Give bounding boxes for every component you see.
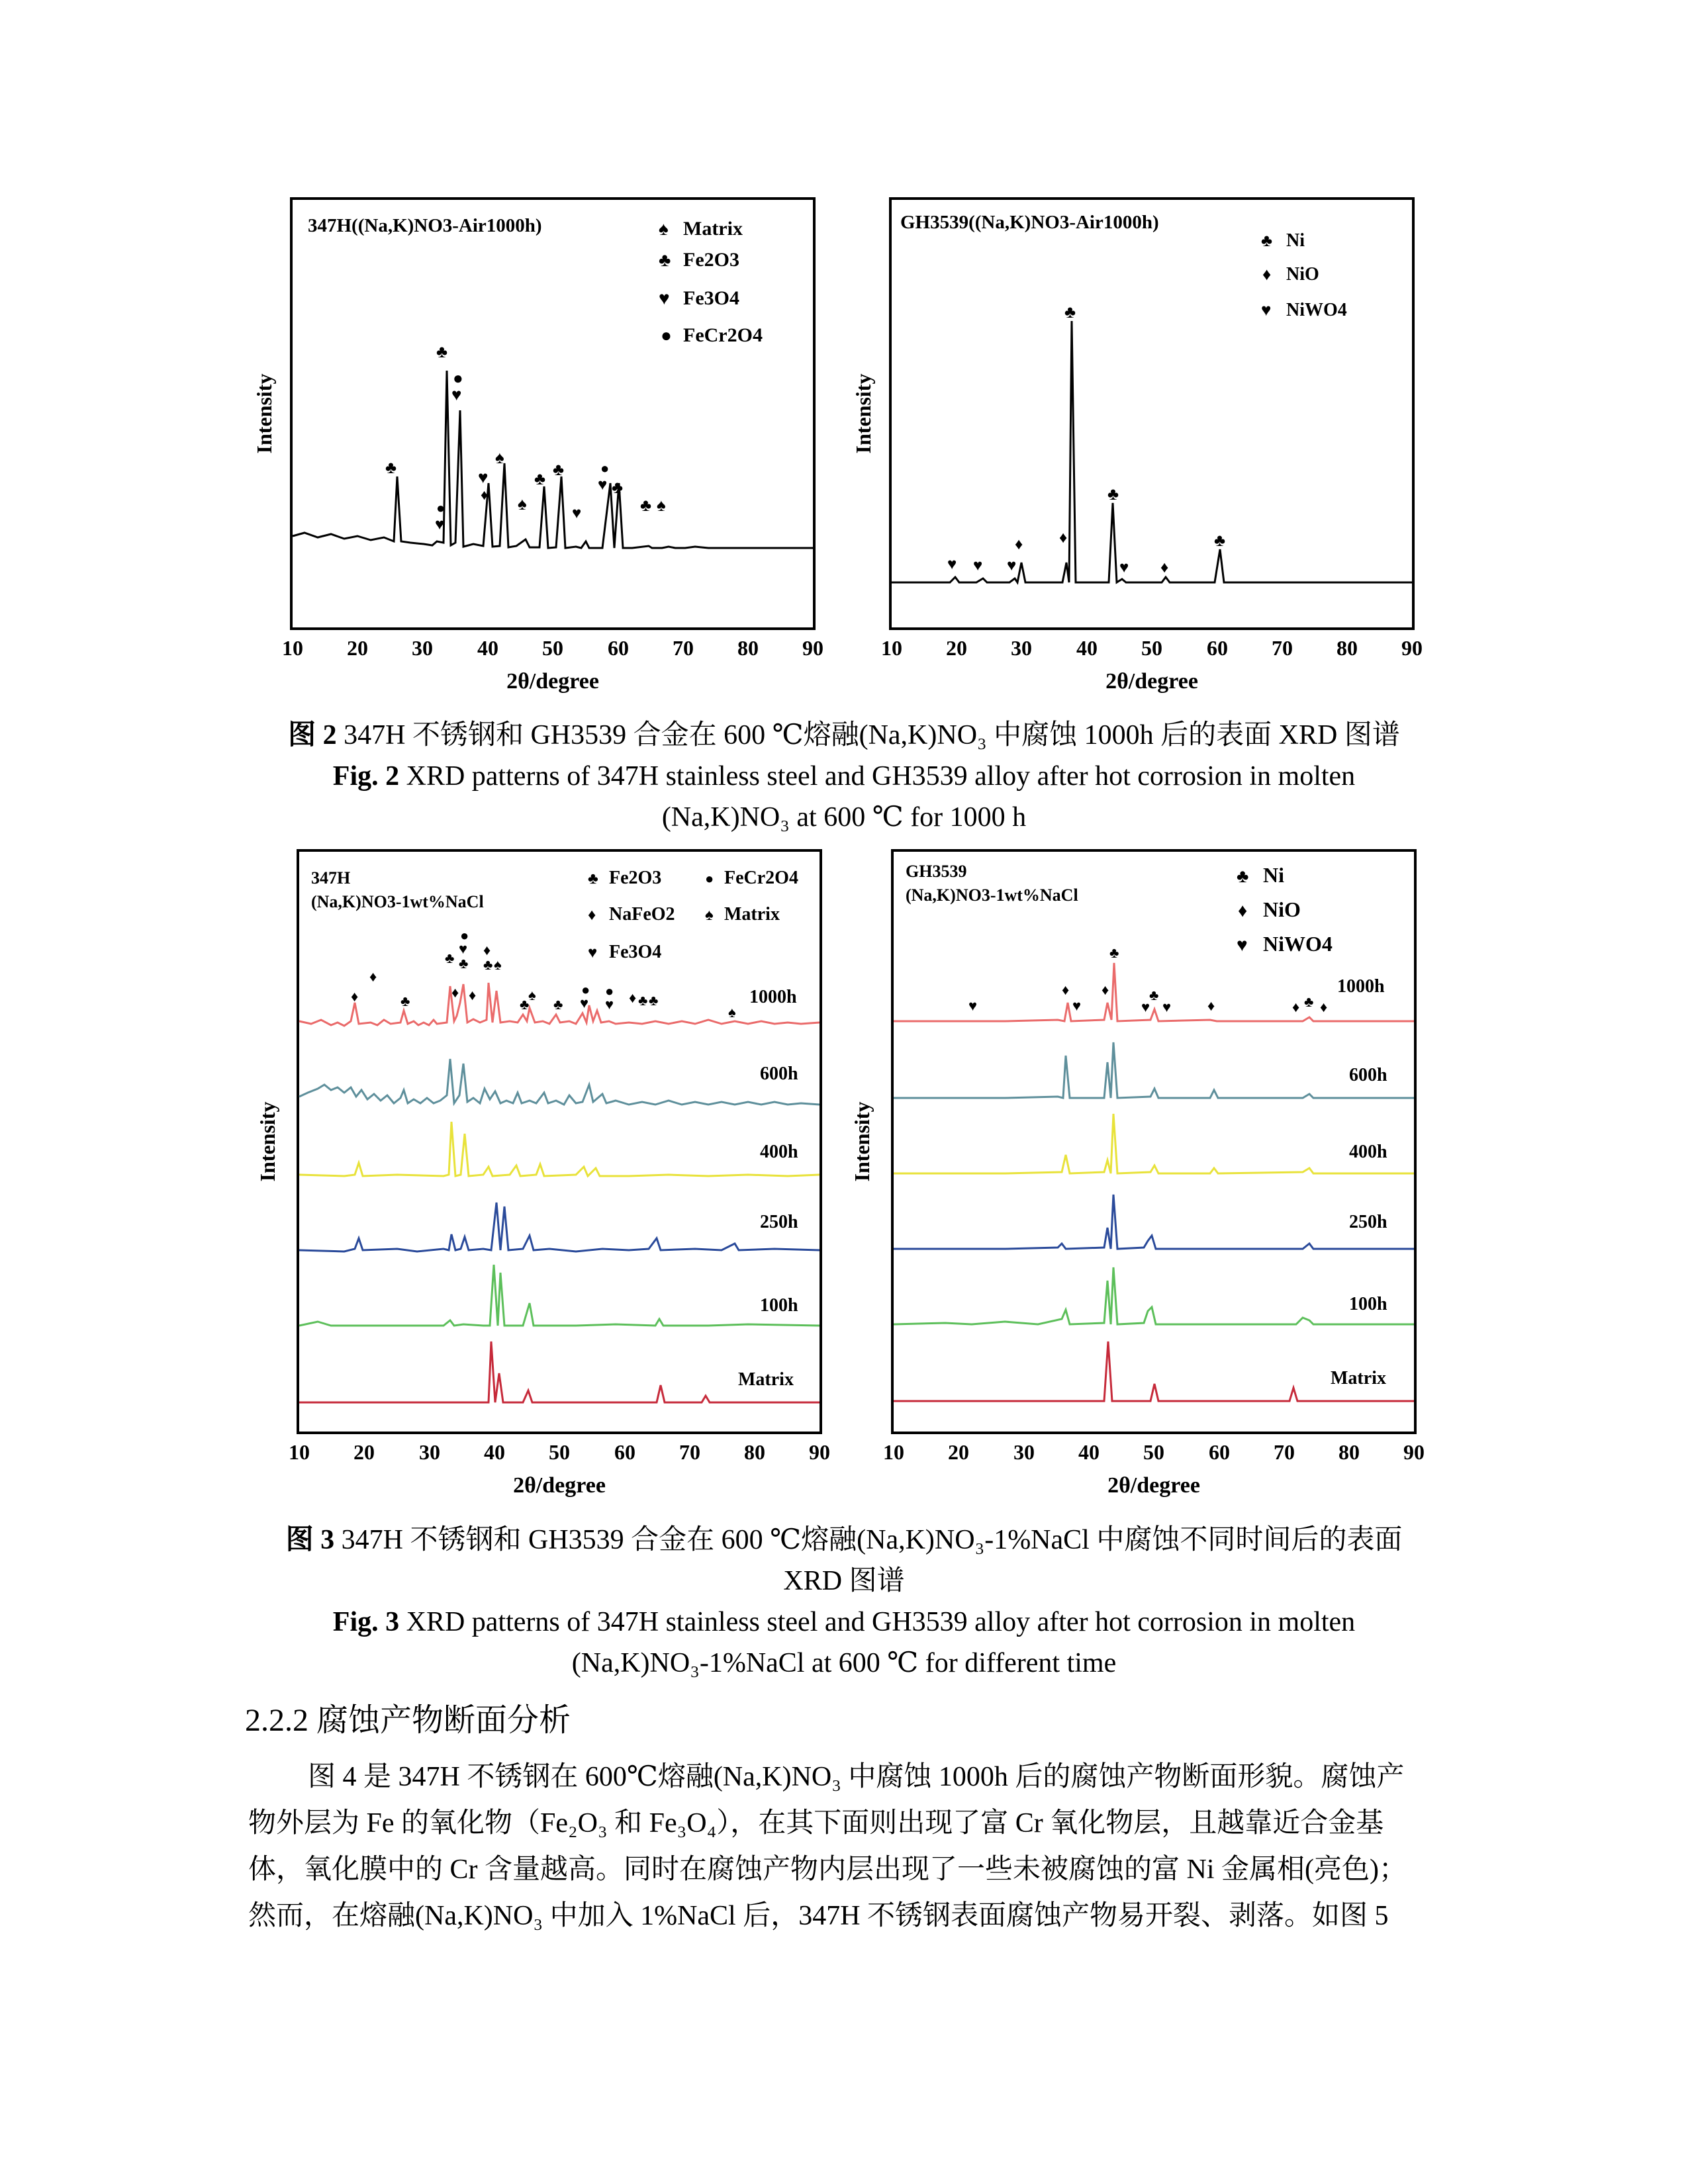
fig2-right-svg xyxy=(844,192,1440,708)
peak-marker-nio: ♦ xyxy=(1062,981,1070,998)
x-tick: 60 xyxy=(1209,1440,1230,1464)
peak-marker-nio: ♦ xyxy=(481,486,489,503)
fe2o3-icon: ♣ xyxy=(659,250,671,271)
fe2o3-icon: ♣ xyxy=(588,870,598,887)
x-axis-ticks xyxy=(282,636,823,660)
x-tick: 90 xyxy=(1401,636,1423,660)
peak-marker-ni: ♣ xyxy=(1304,993,1314,1010)
peak-marker-matrix: ♠ xyxy=(494,956,502,973)
fig3-right-svg xyxy=(839,844,1442,1512)
fecr2o4-icon: ● xyxy=(661,326,672,346)
xrd-trace xyxy=(892,321,1412,582)
peak-marker-fecr2o4: ● xyxy=(460,927,469,944)
legend-fecr2o4: FeCr2O4 xyxy=(724,868,798,888)
peak-marker-matrix: ♠ xyxy=(728,1004,736,1021)
peak-marker-niwo4: ♥ xyxy=(1007,557,1017,574)
fecr2o4-icon: ● xyxy=(705,870,714,887)
peak-marker-fe3o4: ♥ xyxy=(451,385,462,404)
x-tick: 90 xyxy=(809,1440,830,1464)
chart-title: 347H((Na,K)NO3-Air1000h) xyxy=(308,215,542,236)
x-tick: 10 xyxy=(289,1440,310,1464)
peak-marker-fecr2o4: ● xyxy=(581,981,590,998)
plot-frame xyxy=(892,850,1415,1433)
fig2-left-chart xyxy=(245,192,841,711)
legend-nio: NiO xyxy=(1286,264,1319,285)
peak-marker-nio: ♦ xyxy=(1015,536,1023,553)
caption-text: 347H 不锈钢和 GH3539 合金在 600 ℃熔融(Na,K)NO₃-1%NaCl 中腐蚀不同时间后的表面 xyxy=(334,1525,1403,1555)
x-tick: 10 xyxy=(282,636,303,660)
peak-marker-fe2o3: ♣ xyxy=(534,469,546,488)
fig3-caption-en-2: (Na,K)NO₃-1%NaCl at 600 ℃ for different time xyxy=(571,1648,1117,1678)
fig3-caption-cn-1 xyxy=(0,1520,1688,1561)
xrd-trace-600h xyxy=(894,1042,1414,1098)
x-tick: 30 xyxy=(412,636,433,660)
x-axis-ticks xyxy=(881,636,1423,660)
x-tick: 90 xyxy=(1403,1440,1425,1464)
legend xyxy=(1237,863,1333,956)
peak-marker-nio: ♦ xyxy=(1160,559,1169,576)
fig2-left-svg xyxy=(245,192,841,708)
chart-subtitle: (Na,K)NO3-1wt%NaCl xyxy=(311,892,484,911)
fig3-left-chart xyxy=(245,844,847,1516)
legend-ni: Ni xyxy=(1263,863,1284,887)
peak-marker-fe2o3: ♣ xyxy=(400,993,410,1009)
y-axis-label: Intensity xyxy=(851,373,875,454)
caption-label: 图 3 xyxy=(285,1525,335,1555)
ni-icon: ♣ xyxy=(1261,231,1273,250)
peak-marker-matrix: ♠ xyxy=(495,448,504,467)
series-label-matrix: Matrix xyxy=(738,1369,794,1390)
fig2-caption-en-1 xyxy=(0,756,1688,797)
peak-marker-fe2o3: ♣ xyxy=(612,478,624,497)
x-axis-ticks xyxy=(883,1440,1425,1464)
series-label-matrix: Matrix xyxy=(1331,1368,1386,1388)
plot-frame xyxy=(298,850,821,1433)
x-tick: 50 xyxy=(1141,636,1162,660)
series-label-600h: 600h xyxy=(1349,1065,1387,1085)
peak-marker-fe2o3: ♣ xyxy=(436,342,448,361)
x-tick: 20 xyxy=(948,1440,969,1464)
x-tick: 10 xyxy=(883,1440,904,1464)
peak-marker-fecr2o4: ● xyxy=(453,369,463,388)
peak-marker-fe2o3: ♣ xyxy=(553,996,563,1013)
peak-marker-fe3o4: ♥ xyxy=(572,505,582,522)
chart-title: 347H xyxy=(311,868,351,887)
x-tick: 80 xyxy=(1336,636,1358,660)
paragraph-line: 物外层为 Fe 的氧化物（Fe₂O₃ 和 Fe₃O₄），在其下面则出现了富 Cr 氧化物层，且越靠近合金基 xyxy=(248,1808,1384,1839)
peak-marker-niwo4: ♥ xyxy=(1072,997,1082,1014)
peak-marker-ni: ♣ xyxy=(1064,302,1076,322)
nio-icon: ♦ xyxy=(1262,265,1272,284)
paragraph-line: 然而，在熔融(Na,K)NO₃ 中加入 1%NaCl 后，347H 不锈钢表面腐蚀产物易开裂、剥落。如图 5 xyxy=(248,1901,1389,1931)
x-tick: 40 xyxy=(1078,1440,1100,1464)
ni-icon: ♣ xyxy=(1237,866,1249,887)
y-axis-label: Intensity xyxy=(256,1101,279,1182)
legend-fe2o3: Fe2O3 xyxy=(609,868,662,888)
peak-marker-fe2o3: ♣ xyxy=(553,460,565,479)
x-tick: 90 xyxy=(802,636,823,660)
peak-marker-fe3o4: ♥ xyxy=(605,996,614,1013)
peak-marker-nafeo2: ♦ xyxy=(629,989,637,1006)
peak-marker-ni: ♣ xyxy=(1107,484,1119,504)
fig2-caption-cn xyxy=(0,715,1688,756)
x-tick: 40 xyxy=(477,636,498,660)
legend xyxy=(659,218,763,346)
series-label-1000h: 1000h xyxy=(1337,976,1385,997)
series-label-600h: 600h xyxy=(760,1064,798,1084)
x-tick: 80 xyxy=(744,1440,765,1464)
x-axis-label: 2θ/degree xyxy=(506,669,599,694)
series-labels xyxy=(738,987,798,1390)
xrd-trace-250h xyxy=(299,1203,820,1251)
series-label-250h: 250h xyxy=(760,1212,798,1232)
series-label-400h: 400h xyxy=(760,1142,798,1162)
x-axis-label: 2θ/degree xyxy=(1105,669,1198,694)
chart-subtitle: (Na,K)NO3-1wt%NaCl xyxy=(906,886,1078,905)
caption-label: 图 2 xyxy=(288,720,337,751)
x-tick: 50 xyxy=(549,1440,570,1464)
fig3-caption-cn-2: XRD 图谱 xyxy=(783,1566,905,1596)
peak-marker-fecr2o4: ● xyxy=(600,460,610,477)
legend-fe3o4: Fe3O4 xyxy=(609,942,662,962)
fig3-right-chart xyxy=(839,844,1442,1516)
x-tick: 80 xyxy=(737,636,759,660)
x-tick: 70 xyxy=(679,1440,700,1464)
caption-text: XRD patterns of 347H stainless steel and GH3539 alloy after hot corrosion in molten xyxy=(399,761,1356,792)
fe3o4-icon: ♥ xyxy=(659,289,670,309)
peak-marker-nio: ♦ xyxy=(1292,999,1300,1015)
peak-marker-nafeo2: ♦ xyxy=(369,968,377,985)
series-label-100h: 100h xyxy=(1349,1294,1387,1314)
x-tick: 30 xyxy=(1011,636,1032,660)
peak-marker-niwo4: ♥ xyxy=(1119,559,1129,576)
series-label-100h: 100h xyxy=(760,1295,798,1316)
series-labels xyxy=(1331,976,1387,1388)
x-tick: 20 xyxy=(353,1440,375,1464)
niwo4-icon: ♥ xyxy=(1237,935,1248,956)
x-tick: 40 xyxy=(1076,636,1098,660)
peak-marker-fe2o3: ♣ xyxy=(640,496,652,515)
peak-marker-fe2o3: ♣ xyxy=(520,996,530,1013)
x-axis-label: 2θ/degree xyxy=(513,1473,606,1498)
xrd-trace-600h xyxy=(299,1059,820,1105)
legend-matrix: Matrix xyxy=(683,218,743,240)
peak-marker-fe2o3: ♣ xyxy=(459,955,469,972)
x-tick: 60 xyxy=(1207,636,1228,660)
peak-marker-niwo4: ♥ xyxy=(1141,999,1150,1015)
y-axis-label: Intensity xyxy=(850,1101,874,1182)
peak-marker-ni: ♣ xyxy=(1109,944,1119,961)
legend-niwo4: NiWO4 xyxy=(1263,932,1333,956)
fig3-left-svg xyxy=(245,844,847,1512)
chart-title: GH3539 xyxy=(906,862,967,881)
peak-marker-nafeo2: ♦ xyxy=(451,984,459,1001)
fig3-caption-en-1 xyxy=(0,1602,1688,1643)
peak-marker-nio: ♦ xyxy=(1102,981,1109,998)
peak-marker-fecr2o4: ● xyxy=(436,500,445,516)
legend-ni: Ni xyxy=(1286,230,1305,251)
legend xyxy=(1261,230,1347,320)
peak-marker-fe3o4: ♥ xyxy=(459,940,468,957)
x-tick: 70 xyxy=(673,636,694,660)
plot-frame xyxy=(890,199,1413,629)
section-heading: 2.2.2 腐蚀产物断面分析 xyxy=(245,1703,571,1738)
x-tick: 70 xyxy=(1272,636,1293,660)
xrd-trace-400h xyxy=(894,1114,1414,1173)
caption-text: 347H 不锈钢和 GH3539 合金在 600 ℃熔融(Na,K)NO₃ 中腐蚀 1000h 后的表面 XRD 图谱 xyxy=(336,720,1400,751)
x-axis-label: 2θ/degree xyxy=(1107,1473,1200,1498)
peak-marker-nio: ♦ xyxy=(1059,529,1068,547)
peak-marker-nio: ♦ xyxy=(1207,997,1215,1014)
x-tick: 80 xyxy=(1338,1440,1360,1464)
peak-marker-fe2o3: ♣ xyxy=(483,956,493,973)
x-tick: 50 xyxy=(1143,1440,1164,1464)
peak-marker-ni: ♣ xyxy=(1214,531,1226,550)
y-axis-label: Intensity xyxy=(252,373,276,454)
x-tick: 20 xyxy=(347,636,368,660)
x-tick: 70 xyxy=(1274,1440,1295,1464)
peak-marker-matrix: ♠ xyxy=(657,496,666,515)
chart-title: GH3539((Na,K)NO3-Air1000h) xyxy=(900,212,1159,233)
x-axis-ticks xyxy=(289,1440,830,1464)
x-tick: 50 xyxy=(542,636,563,660)
fig2-caption-en-2: (Na,K)NO₃ at 600 ℃ for 1000 h xyxy=(661,802,1027,833)
peak-marker-fe2o3: ♣ xyxy=(385,458,397,477)
x-tick: 30 xyxy=(1013,1440,1035,1464)
nafeo2-icon: ♦ xyxy=(588,907,596,924)
peak-marker-fe3o4: ♥ xyxy=(598,477,608,494)
x-tick: 60 xyxy=(614,1440,635,1464)
fig2-right-chart xyxy=(844,192,1440,711)
matrix-icon: ♠ xyxy=(705,907,714,924)
peak-marker-fecr2o4: ● xyxy=(605,983,614,999)
peak-marker-matrix: ♠ xyxy=(528,987,536,1003)
xrd-trace-400h xyxy=(299,1122,820,1176)
peak-marker-fe3o4: ♥ xyxy=(435,516,445,533)
series-label-250h: 250h xyxy=(1349,1212,1387,1232)
series-label-1000h: 1000h xyxy=(749,987,797,1007)
x-tick: 10 xyxy=(881,636,902,660)
caption-label: Fig. 3 xyxy=(332,1607,400,1637)
peak-marker-niwo4: ♥ xyxy=(1162,999,1172,1015)
paragraph-line: 图 4 是 347H 不锈钢在 600℃熔融(Na,K)NO₃ 中腐蚀 1000h 后的腐蚀产物断面形貌。腐蚀产 xyxy=(308,1762,1405,1792)
matrix-icon: ♠ xyxy=(659,219,669,240)
caption-label: Fig. 2 xyxy=(332,761,400,792)
peak-marker-nio: ♦ xyxy=(1320,999,1328,1015)
legend-fecr2o4: FeCr2O4 xyxy=(683,324,763,346)
legend-nio: NiO xyxy=(1263,897,1301,921)
xrd-trace-100h xyxy=(894,1267,1414,1324)
peak-markers-1000h xyxy=(351,927,736,1021)
legend-niwo4: NiWO4 xyxy=(1286,300,1347,320)
peak-marker-niwo4: ♥ xyxy=(973,557,983,574)
peak-marker-nafeo2: ♦ xyxy=(469,987,477,1003)
caption-text: XRD patterns of 347H stainless steel and GH3539 alloy after hot corrosion in molten xyxy=(399,1607,1356,1637)
x-tick: 30 xyxy=(419,1440,440,1464)
legend-matrix: Matrix xyxy=(724,904,780,925)
xrd-trace xyxy=(293,371,813,548)
xrd-trace-250h xyxy=(894,1195,1414,1249)
legend-fe3o4: Fe3O4 xyxy=(683,287,739,309)
x-tick: 40 xyxy=(484,1440,505,1464)
x-tick: 20 xyxy=(946,636,967,660)
peak-marker-fe2o3: ♣ xyxy=(445,950,455,966)
legend-nafeo2: NaFeO2 xyxy=(609,904,675,925)
fe3o4-icon: ♥ xyxy=(588,944,598,962)
xrd-trace-100h xyxy=(299,1265,820,1326)
nio-icon: ♦ xyxy=(1238,901,1248,921)
niwo4-icon: ♥ xyxy=(1261,300,1272,320)
legend xyxy=(588,868,798,962)
peak-marker-niwo4: ♥ xyxy=(968,997,978,1014)
peak-marker-fe2o3: ♣ xyxy=(649,992,659,1009)
peak-marker-fe3o4: ♥ xyxy=(580,995,589,1011)
peak-marker-niwo4: ♥ xyxy=(947,556,957,573)
peak-marker-ni: ♣ xyxy=(1149,987,1159,1003)
peak-marker-fe3o4: ♥ xyxy=(478,468,489,487)
peak-marker-nafeo2: ♦ xyxy=(351,988,359,1005)
legend-fe2o3: Fe2O3 xyxy=(683,249,739,271)
peak-marker-nafeo2: ♦ xyxy=(483,942,491,958)
series-label-400h: 400h xyxy=(1349,1142,1387,1162)
paragraph-line: 体，氧化膜中的 Cr 含量越高。同时在腐蚀产物内层出现了一些未被腐蚀的富 Ni 金属相(亮色)； xyxy=(248,1854,1407,1885)
peak-marker-fe2o3: ♣ xyxy=(638,992,648,1009)
x-tick: 60 xyxy=(608,636,629,660)
peak-marker-matrix: ♠ xyxy=(518,494,527,514)
